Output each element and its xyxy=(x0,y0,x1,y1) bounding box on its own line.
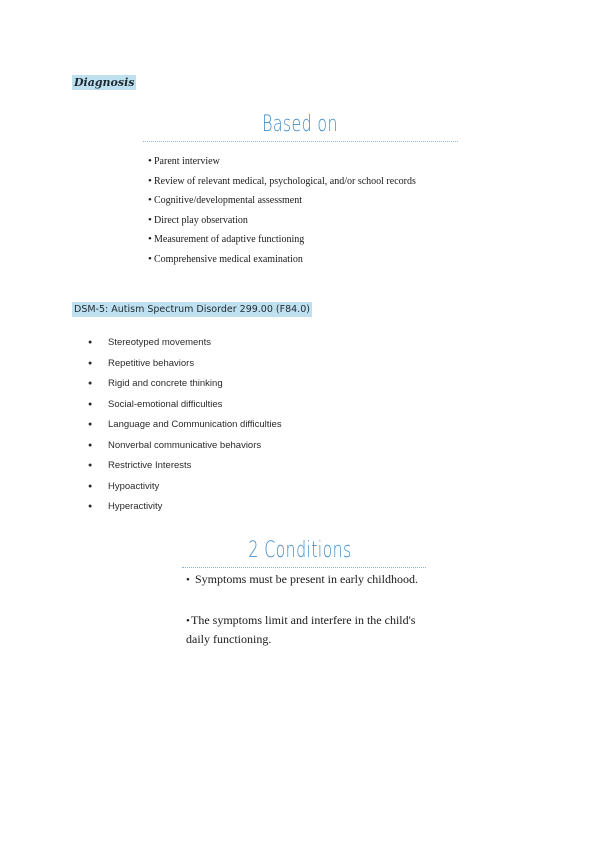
dsm-criteria-list xyxy=(88,335,282,520)
list-item: ● Repetitive behaviors xyxy=(88,357,195,369)
bullet-icon: ● xyxy=(88,503,93,510)
list-item: ● Social-emotional difficulties xyxy=(88,398,223,410)
bullet-icon: ● xyxy=(88,482,93,490)
list-item: • Cognitive/developmental assessment xyxy=(148,191,416,211)
list-item: ● Hypoactivity xyxy=(88,480,160,492)
conditions-rule xyxy=(182,567,426,568)
list-item: • Measurement of adaptive functioning xyxy=(148,230,416,250)
list-item: ● Nonverbal communicative behaviors xyxy=(88,439,262,451)
list-item: ● Rigid and concrete thinking xyxy=(88,378,223,389)
bullet-icon: • xyxy=(186,615,190,627)
conditions-title: 2 Conditions xyxy=(248,538,352,563)
based-on-title: Based on xyxy=(262,112,338,137)
list-item: • Direct play observation xyxy=(148,211,416,231)
bullet-icon: • xyxy=(148,252,152,265)
bullet-icon: ● xyxy=(88,421,93,428)
conditions-list xyxy=(186,570,431,648)
list-item: ● Hyperactivity xyxy=(88,501,163,512)
list-item: ● Restrictive Interests xyxy=(88,460,192,471)
bullet-icon: • xyxy=(148,213,152,226)
bullet-icon: ● xyxy=(88,380,93,387)
bullet-icon: ● xyxy=(88,462,93,469)
list-item: ● Stereotyped movements xyxy=(88,337,211,348)
list-item: •The symptoms limit and interfere in the child's daily functioning. xyxy=(186,613,416,646)
bullet-icon: ● xyxy=(88,339,93,346)
bullet-icon: • xyxy=(186,574,190,586)
list-item: ● Language and Communication difficulties xyxy=(88,419,282,430)
list-item: • Review of relevant medical, psychological, and/or school records xyxy=(148,172,416,192)
diagnosis-heading: Diagnosis xyxy=(74,76,135,89)
bullet-icon: ● xyxy=(88,400,93,408)
list-item: • Parent interview xyxy=(148,152,416,172)
dsm-heading: DSM-5: Autism Spectrum Disorder 299.00 (F84.0) xyxy=(74,304,310,315)
bullet-icon: • xyxy=(148,194,152,207)
list-item: • Symptoms must be present in early childhood. xyxy=(186,570,431,589)
based-on-rule xyxy=(143,141,458,142)
based-on-list xyxy=(148,152,416,270)
bullet-icon: • xyxy=(148,155,152,167)
bullet-icon: • xyxy=(148,233,152,246)
list-item: • Comprehensive medical examination xyxy=(148,250,416,270)
bullet-icon: ● xyxy=(88,359,93,367)
bullet-icon: ● xyxy=(88,441,93,449)
bullet-icon: • xyxy=(148,174,152,187)
